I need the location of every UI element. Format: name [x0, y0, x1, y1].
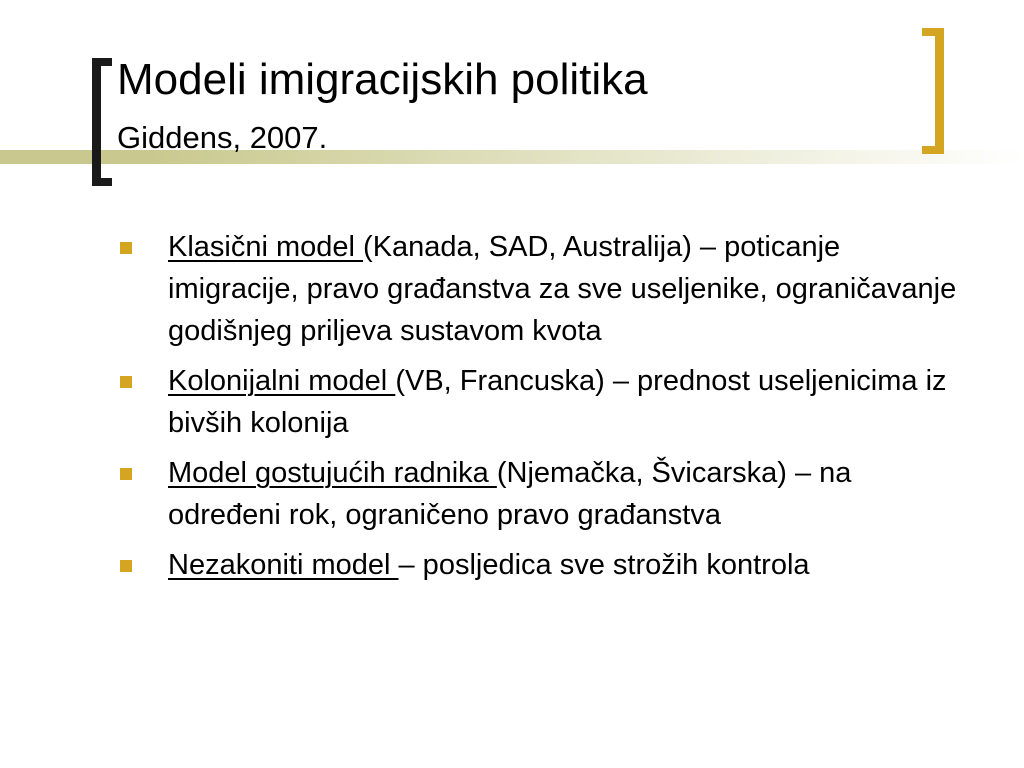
bullet-text: (Kanada, SAD, Australija) – poticanje imigracije, pravo građanstva za sve useljenike, ograničavanje godišnjeg priljeva sustavom kvota	[168, 231, 957, 347]
bullet-term: Klasični model	[168, 231, 364, 263]
square-bullet-icon	[120, 468, 132, 480]
square-bullet-icon	[120, 242, 132, 254]
right-bracket-top	[922, 28, 944, 36]
bullet-item	[118, 544, 968, 586]
bullet-item	[118, 226, 968, 352]
right-bracket-vertical	[935, 28, 944, 154]
bullet-item	[118, 452, 968, 536]
left-bracket-top	[92, 58, 112, 66]
bullet-list	[118, 226, 968, 594]
bullet-term: Nezakoniti model	[168, 549, 399, 581]
left-bracket-decoration	[92, 58, 112, 186]
left-bracket-bottom	[92, 178, 112, 186]
square-bullet-icon	[120, 376, 132, 388]
bullet-term: Kolonijalni model	[168, 365, 396, 397]
slide-subtitle: Giddens, 2007.	[117, 120, 328, 155]
bullet-text: – posljedica sve strožih kontrola	[398, 549, 810, 581]
bullet-item	[118, 360, 968, 444]
left-bracket-vertical	[92, 58, 101, 186]
right-bracket-bottom	[922, 146, 944, 154]
bullet-term: Model gostujućih radnika	[168, 457, 497, 489]
bullet-text: (VB, Francuska) – prednost useljenicima iz bivših kolonija	[168, 365, 947, 439]
bullet-text: (Njemačka, Švicarska) – na određeni rok, ograničeno pravo građanstva	[168, 457, 852, 531]
right-bracket-decoration	[922, 28, 944, 154]
slide-title: Modeli imigracijskih politika	[117, 55, 648, 104]
square-bullet-icon	[120, 560, 132, 572]
